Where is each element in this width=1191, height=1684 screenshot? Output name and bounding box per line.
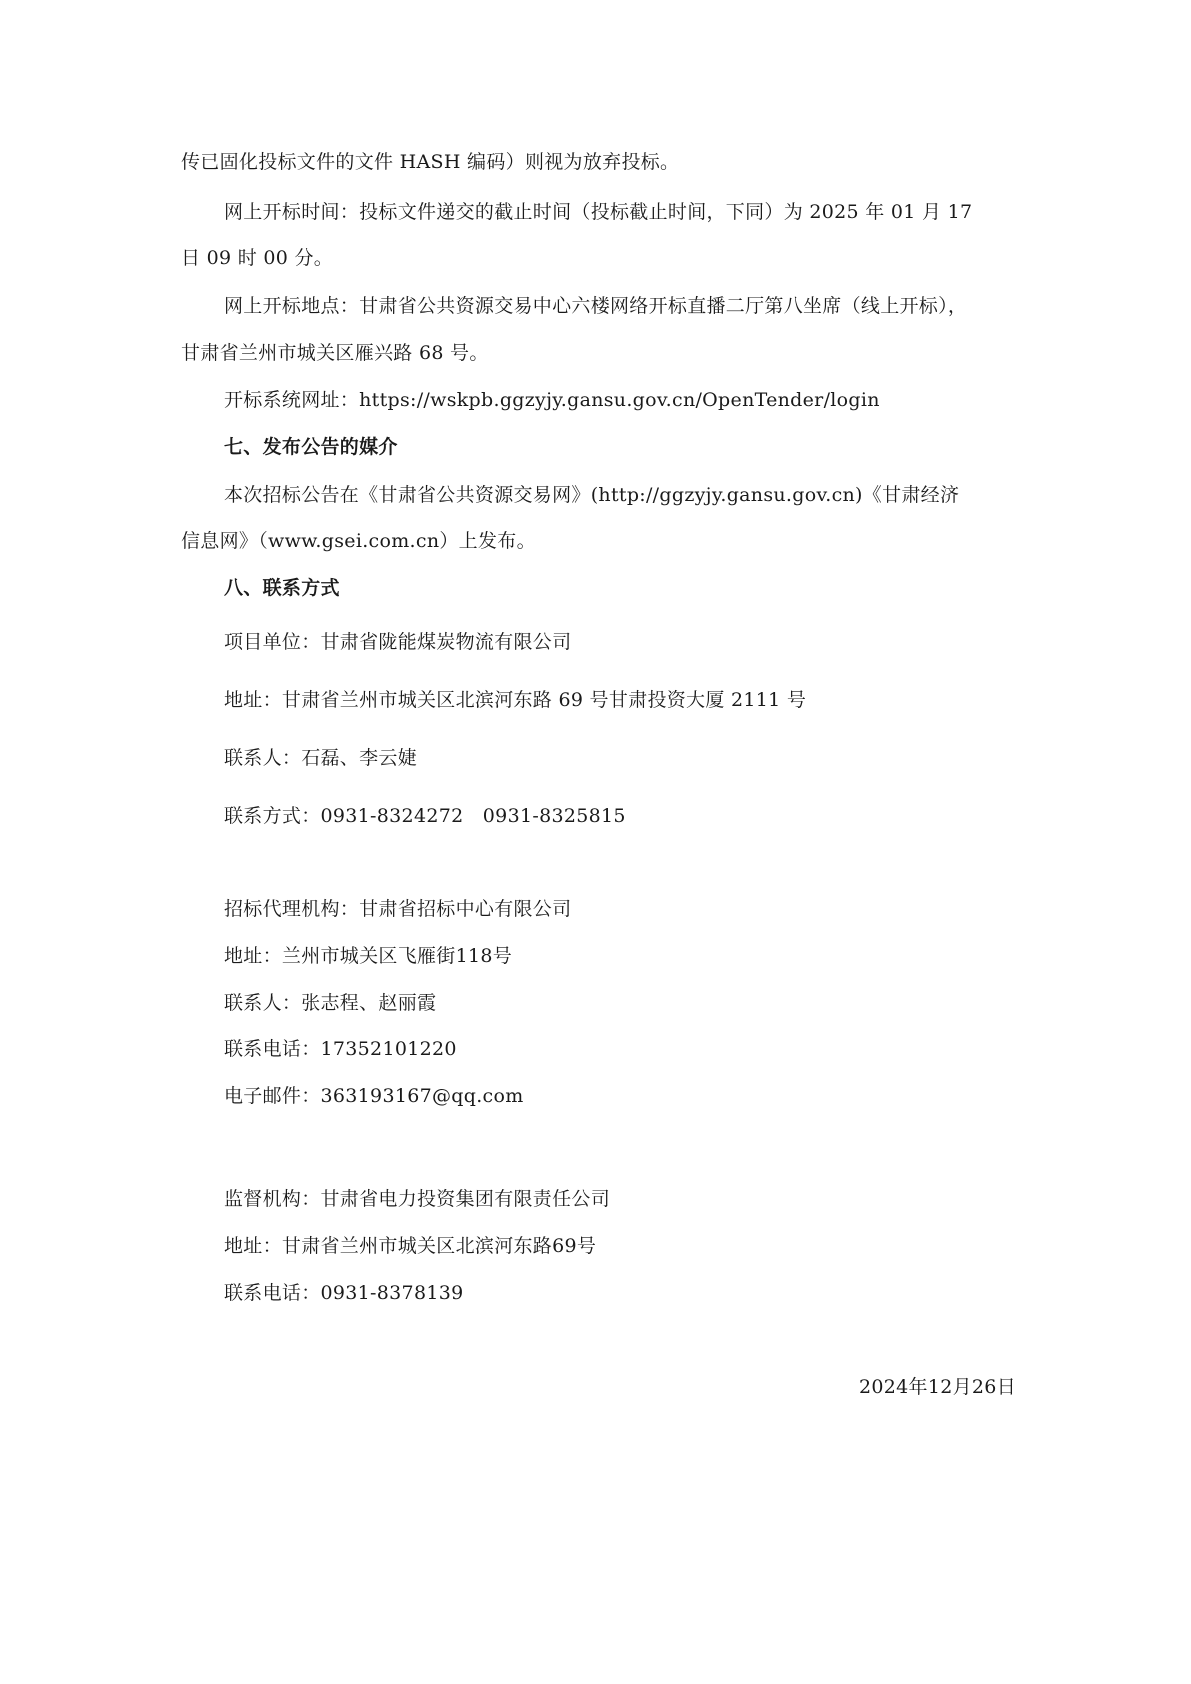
agency-contact: 联系人：张志程、赵丽霞 bbox=[224, 992, 437, 1014]
open-system-url: 开标系统网址：https://wskpb.ggzyjy.gansu.gov.cn/OpenTender/login bbox=[224, 389, 880, 411]
project-unit: 项目单位：甘肃省陇能煤炭物流有限公司 bbox=[224, 631, 572, 653]
document-date: 2024年12月26日 bbox=[858, 1376, 1016, 1398]
agency-phone: 联系电话：17352101220 bbox=[224, 1038, 457, 1060]
open-time-line-2: 日 09 时 00 分。 bbox=[181, 247, 334, 269]
supervisor-phone: 联系电话：0931-8378139 bbox=[224, 1282, 464, 1304]
project-phone: 联系方式：0931-8324272 0931-8325815 bbox=[224, 805, 626, 827]
supervisor-name: 监督机构：甘肃省电力投资集团有限责任公司 bbox=[224, 1188, 611, 1210]
supervisor-address: 地址：甘肃省兰州市城关区北滨河东路69号 bbox=[224, 1235, 597, 1257]
project-contact: 联系人：石磊、李云婕 bbox=[224, 747, 418, 769]
media-line-2: 信息网》（www.gsei.com.cn）上发布。 bbox=[181, 530, 536, 552]
media-line-1: 本次招标公告在《甘肃省公共资源交易网》(http://ggzyjy.gansu.gov.cn)《甘肃经济 bbox=[224, 484, 960, 506]
open-time-line-1: 网上开标时间：投标文件递交的截止时间（投标截止时间，下同）为 2025 年 01 月 17 bbox=[224, 201, 973, 223]
agency-name: 招标代理机构：甘肃省招标中心有限公司 bbox=[224, 898, 572, 920]
agency-email: 电子邮件：363193167@qq.com bbox=[224, 1085, 524, 1107]
section-8-heading: 八、联系方式 bbox=[224, 577, 340, 599]
open-place-line-1: 网上开标地点：甘肃省公共资源交易中心六楼网络开标直播二厅第八坐席（线上开标）， bbox=[224, 295, 968, 317]
agency-address: 地址：兰州市城关区飞雁街118号 bbox=[224, 945, 513, 967]
section-7-heading: 七、发布公告的媒介 bbox=[224, 436, 398, 458]
project-address: 地址：甘肃省兰州市城关区北滨河东路 69 号甘肃投资大厦 2111 号 bbox=[224, 689, 807, 711]
open-place-line-2: 甘肃省兰州市城关区雁兴路 68 号。 bbox=[181, 342, 489, 364]
paragraph-abandon-bid-continued: 传已固化投标文件的文件 HASH 编码）则视为放弃投标。 bbox=[181, 151, 680, 173]
